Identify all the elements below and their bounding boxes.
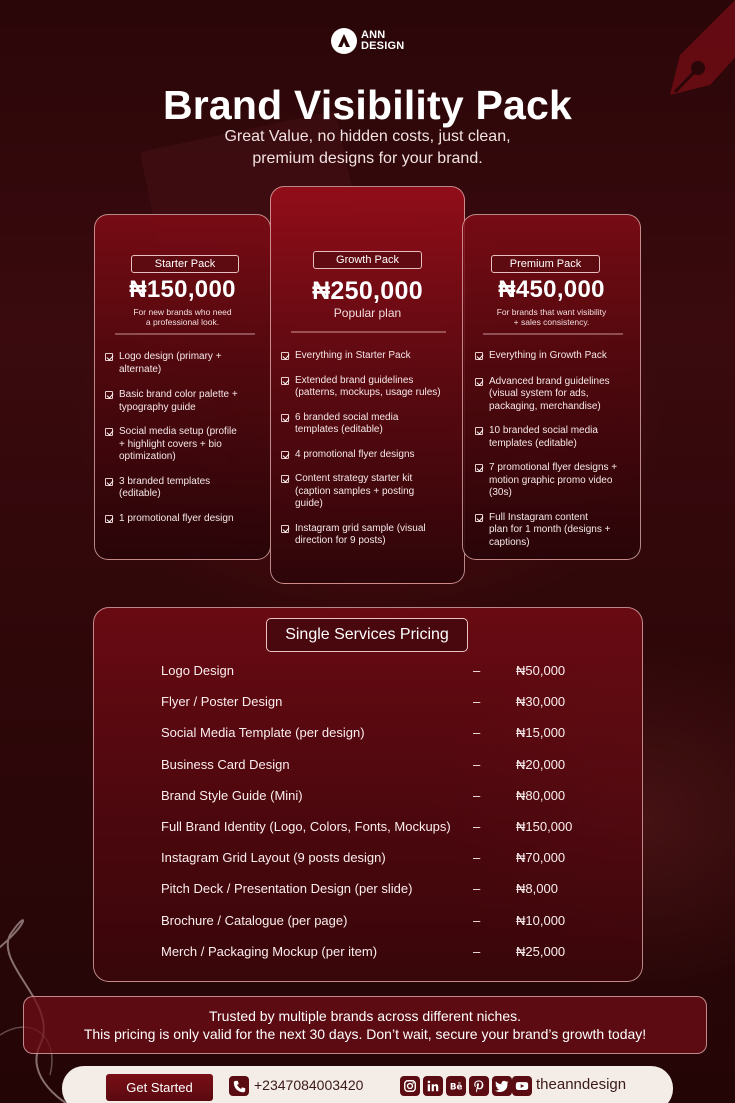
growth-feature-list (281, 350, 461, 548)
get-started-button[interactable]: Get Started (106, 1074, 213, 1101)
service-dash: – (473, 725, 481, 740)
feature-item: 7 promotional flyer designs + motion graphic promo video (30s) (475, 462, 637, 500)
checkbox-icon (475, 514, 483, 522)
service-name: Business Card Design (161, 757, 290, 772)
premium-pack-card (462, 214, 641, 560)
checkbox-icon (105, 428, 113, 436)
checkbox-icon (105, 353, 113, 361)
twitter-icon[interactable] (492, 1076, 512, 1096)
checkbox-icon (475, 427, 483, 435)
service-price: ₦150,000 (516, 819, 573, 834)
subtitle-line2: premium designs for your brand. (252, 150, 483, 167)
checkbox-icon (281, 352, 289, 360)
brand-name (361, 30, 404, 52)
service-price: ₦20,000 (516, 757, 566, 772)
service-dash: – (473, 757, 481, 772)
checkbox-icon (281, 414, 289, 422)
checkbox-icon (105, 478, 113, 486)
feature-item: 6 branded social media templates (editable) (281, 412, 461, 437)
growth-pack-card (270, 186, 465, 584)
service-row (161, 818, 601, 836)
feature-item: Instagram grid sample (visual direction for 9 posts) (281, 523, 461, 548)
service-price: ₦10,000 (516, 913, 566, 928)
brand-name-line1: ANN (361, 29, 386, 41)
trust-line1: Trusted by multiple brands across different niches. (208, 1008, 522, 1024)
trust-line2: This pricing is only valid for the next 30 days. Don’t wait, secure your brand’s growth today! (83, 1026, 647, 1042)
service-row (161, 693, 601, 711)
service-name: Brochure / Catalogue (per page) (161, 913, 348, 928)
trust-banner (23, 996, 707, 1054)
checkbox-icon (475, 464, 483, 472)
popular-plan-label: Popular plan (333, 306, 402, 320)
starter-note-line2: a professional look. (145, 317, 220, 327)
page-subtitle (0, 126, 735, 170)
service-dash: – (473, 913, 481, 928)
brand-name-line2: DESIGN (361, 40, 405, 52)
service-dash: – (473, 694, 481, 709)
checkbox-icon (281, 377, 289, 385)
service-name: Instagram Grid Layout (9 posts design) (161, 850, 386, 865)
starter-pack-badge: Starter Pack (131, 255, 239, 273)
service-row (161, 849, 601, 867)
svg-text:Bē: Bē (449, 1082, 463, 1093)
service-price: ₦25,000 (516, 944, 566, 959)
feature-item: Social media setup (profile + highlight covers + bio optimization) (105, 426, 265, 464)
starter-pack-note (95, 307, 270, 327)
service-dash: – (473, 944, 481, 959)
service-price: ₦50,000 (516, 663, 566, 678)
checkbox-icon (475, 352, 483, 360)
linkedin-icon[interactable] (423, 1076, 443, 1096)
service-price: ₦80,000 (516, 788, 566, 803)
feature-item: Content strategy starter kit (caption samples + posting guide) (281, 473, 461, 511)
feature-item: 3 branded templates (editable) (105, 476, 265, 501)
service-row (161, 787, 601, 805)
service-row (161, 943, 601, 961)
social-handle[interactable]: theanndesign (536, 1076, 627, 1093)
feature-item: 4 promotional flyer designs (281, 449, 461, 462)
premium-pack-badge: Premium Pack (491, 255, 600, 273)
premium-pack-price: ₦450,000 (498, 276, 605, 303)
starter-divider (115, 333, 255, 335)
feature-item: Full Instagram content plan for 1 month (designs + captions) (475, 512, 637, 550)
instagram-icon[interactable] (400, 1076, 420, 1096)
starter-pack-card (94, 214, 271, 560)
service-name: Merch / Packaging Mockup (per item) (161, 944, 378, 959)
starter-pack-price: ₦150,000 (129, 276, 236, 303)
service-name: Pitch Deck / Presentation Design (per slide) (161, 881, 413, 896)
premium-pack-note (463, 307, 640, 327)
feature-item: 1 promotional flyer design (105, 513, 265, 526)
premium-note-line1: For brands that want visibility (496, 307, 607, 317)
service-row (161, 724, 601, 742)
page-title: Brand Visibility Pack (162, 82, 573, 128)
checkbox-icon (475, 378, 483, 386)
pinterest-icon[interactable] (469, 1076, 489, 1096)
phone-icon (229, 1076, 249, 1096)
service-price: ₦70,000 (516, 850, 566, 865)
service-dash: – (473, 788, 481, 803)
premium-feature-list (475, 350, 637, 549)
service-name: Full Brand Identity (Logo, Colors, Fonts, Mockups) (161, 819, 451, 834)
checkbox-icon (281, 475, 289, 483)
service-row (161, 912, 601, 930)
feature-item: Logo design (primary + alternate) (105, 351, 265, 376)
service-name: Brand Style Guide (Mini) (161, 788, 303, 803)
feature-item: Everything in Growth Pack (475, 350, 637, 363)
service-row (161, 756, 601, 774)
growth-pack-price: ₦250,000 (312, 277, 423, 305)
feature-item: Everything in Starter Pack (281, 350, 461, 363)
youtube-icon[interactable] (512, 1076, 532, 1096)
service-dash: – (473, 819, 481, 834)
service-name: Logo Design (161, 663, 234, 678)
service-price: ₦30,000 (516, 694, 566, 709)
premium-note-line2: + sales consistency. (513, 317, 590, 327)
growth-pack-badge: Growth Pack (313, 251, 422, 269)
single-services-title: Single Services Pricing (266, 618, 468, 652)
checkbox-icon (105, 515, 113, 523)
service-row (161, 880, 601, 898)
feature-item: Advanced brand guidelines (visual system for ads, packaging, merchandise) (475, 376, 637, 414)
service-dash: – (473, 881, 481, 896)
service-price: ₦15,000 (516, 725, 566, 740)
service-price: ₦8,000 (516, 881, 558, 896)
service-name: Social Media Template (per design) (161, 725, 365, 740)
starter-feature-list (105, 351, 265, 525)
premium-divider (483, 333, 623, 335)
feature-item: 10 branded social media templates (editable) (475, 425, 637, 450)
service-name: Flyer / Poster Design (161, 694, 283, 709)
service-row (161, 662, 601, 680)
subtitle-line1: Great Value, no hidden costs, just clean, (224, 128, 511, 145)
service-dash: – (473, 663, 481, 678)
ann-logo-icon (331, 28, 357, 54)
service-dash: – (473, 850, 481, 865)
feature-item: Basic brand color palette + typography guide (105, 389, 265, 414)
starter-note-line1: For new brands who need (133, 307, 232, 317)
growth-divider (291, 331, 446, 333)
phone-number[interactable]: +2347084003420 (254, 1077, 364, 1093)
checkbox-icon (281, 525, 289, 533)
feature-item: Extended brand guidelines (patterns, mockups, usage rules) (281, 375, 461, 400)
checkbox-icon (281, 451, 289, 459)
brand-logo (331, 28, 404, 54)
behance-icon[interactable] (446, 1076, 466, 1096)
checkbox-icon (105, 391, 113, 399)
